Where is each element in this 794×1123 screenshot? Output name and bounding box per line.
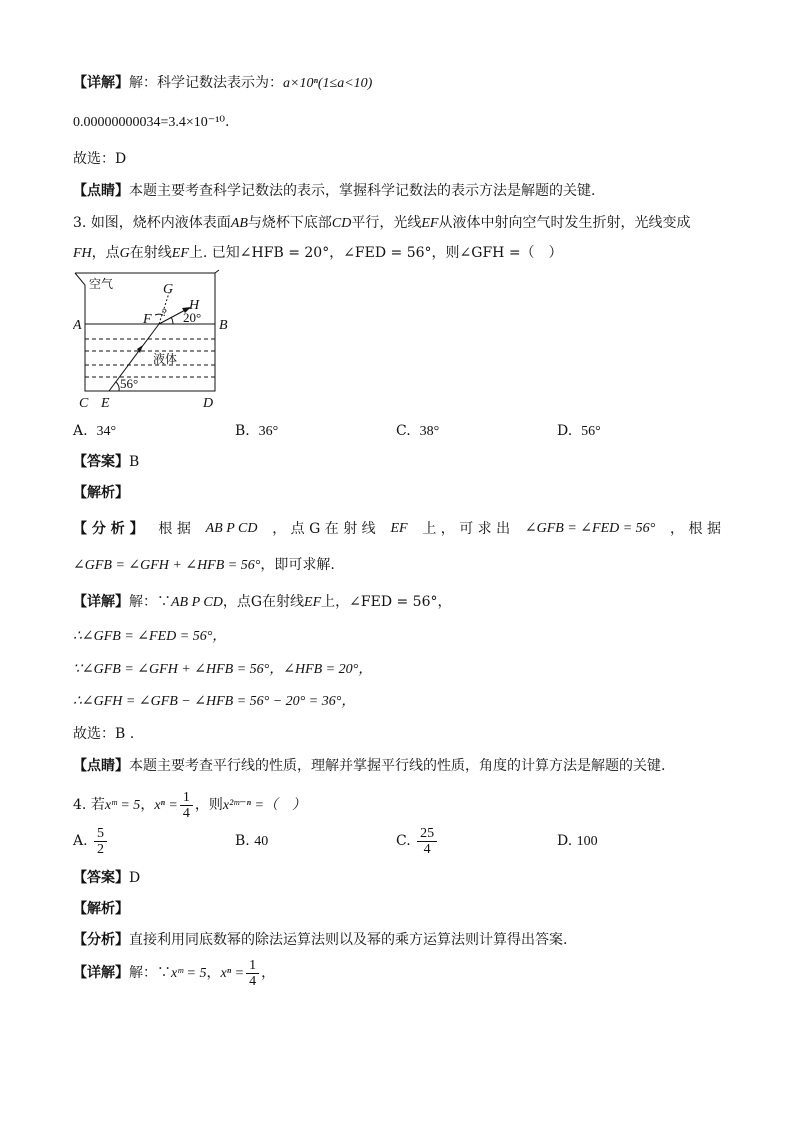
label-angle-56: 56° [120, 376, 139, 391]
q4-option-a[interactable] [73, 823, 109, 859]
q4-detail-line [73, 955, 275, 992]
analysis-text: 直接利用同底数幂的除法运算法则以及幂的乘方运算法则计算得出答案. [129, 932, 568, 948]
label-F: F [143, 312, 152, 327]
analysis-text: ， 根 据 [670, 521, 721, 537]
label-air: 空气 [89, 277, 114, 291]
option-value: 100 [576, 834, 598, 849]
option-fraction [94, 826, 107, 857]
q2-comment-line [73, 182, 595, 200]
option-label: C. [396, 833, 411, 849]
option-value: 56° [581, 424, 601, 439]
detail-text: 解：∵ [129, 965, 171, 981]
option-label: D. [557, 423, 573, 439]
beaker-rim [75, 270, 219, 273]
label-E: E [101, 396, 110, 411]
detail-tag: 【详解】 [73, 75, 129, 91]
label-D: D [203, 396, 214, 411]
option-label: A. [73, 423, 88, 439]
calc-right: 3.4×10⁻¹⁰ [168, 115, 226, 130]
fraction-numerator: 1 [180, 790, 193, 806]
q2-detail-line [73, 74, 372, 93]
q4-xm: xᵐ = 5 [104, 798, 141, 813]
q3-stem-AB: AB [230, 216, 248, 231]
label-A: A [73, 318, 82, 333]
q4-option-c[interactable] [396, 823, 439, 859]
q3-option-d[interactable] [557, 422, 601, 441]
q3-stem-EF: EF [421, 216, 439, 231]
q2-calc-line [73, 113, 229, 132]
q3-stem-text: 在射线 [129, 245, 172, 261]
q4-fraction [180, 790, 193, 821]
angle-56-arc [116, 382, 119, 391]
label-liquid: 液体 [153, 352, 178, 366]
q4-expr: x²ᵐ⁻ⁿ =（ ） [222, 798, 306, 813]
q4-stem-text: ，则 [194, 797, 223, 813]
detail-xn: xⁿ = [220, 966, 245, 981]
detail-parallel: AB P CD [171, 595, 223, 610]
fraction-numerator: 5 [94, 826, 107, 842]
comment-tag: 【点睛】 [73, 183, 129, 199]
q4-analysis-tag: 【解析】 [73, 901, 129, 917]
q3-option-a[interactable] [73, 422, 116, 441]
q3-stem-CD: CD [331, 216, 352, 231]
analysis-label: 【 分 析 】 [73, 521, 144, 537]
q3-stem-text: 与烧杯下底部 [247, 215, 332, 231]
analysis-EF: EF [390, 521, 408, 536]
label-B: B [219, 318, 228, 333]
label-C: C [79, 396, 89, 411]
q3-stem-G: G [119, 246, 130, 261]
answer-value: B [129, 454, 140, 470]
analysis-text: 根 据 [158, 521, 191, 537]
q4-analysis-line [73, 931, 567, 949]
q3-number: 3. [73, 215, 87, 231]
q3-option-b[interactable] [235, 422, 278, 441]
detail-xm: xᵐ = 5 [171, 966, 207, 981]
analysis-eq1: ∠GFB = ∠FED = 56° [524, 521, 656, 536]
fraction-denominator: 2 [97, 841, 105, 857]
detail-text: ， [206, 965, 221, 981]
detail-text: 解：∵ [129, 594, 171, 610]
option-value: 34° [96, 424, 117, 439]
fraction-denominator: 4 [423, 841, 431, 857]
analysis-text: ， 点 G 在 射 线 [272, 521, 376, 537]
q4-number: 4. [73, 797, 87, 813]
q4-stem-text: 若 [90, 797, 105, 813]
comment-text: 本题主要考查平行线的性质，理解并掌握平行线的性质，角度的计算方法是解题的关键. [129, 758, 666, 774]
q3-stem-text: 平行，光线 [351, 215, 422, 231]
analysis-parallel: AB P CD [205, 521, 258, 536]
q3-step3: ∴∠GFH = ∠GFB − ∠HFB = 56° − 20° = 36°， [73, 694, 356, 709]
q3-step2: ∵∠GFB = ∠GFH + ∠HFB = 56°，∠HFB = 20°， [73, 662, 373, 677]
q3-stem-text: ，点 [91, 245, 120, 261]
q3-stem-line2 [73, 244, 563, 263]
q3-answer-line [73, 453, 139, 471]
detail-text: 上，∠FED = 56°， [321, 594, 452, 610]
q2-answer-line: 故选：D [73, 151, 127, 167]
label-angle-20: 20° [183, 310, 202, 325]
q3-stem-text: 如图，烧杯内液体表面 [90, 215, 231, 231]
q4-stem-text: ， [140, 797, 155, 813]
sci-form: a×10ⁿ(1≤a<10) [283, 76, 373, 91]
q3-analysis-tag: 【解析】 [73, 485, 129, 501]
detail-text: 解：科学记数法表示为： [129, 75, 283, 91]
option-label: C. [396, 423, 411, 439]
fraction-numerator: 25 [417, 826, 437, 842]
detail-text: ， [261, 965, 276, 981]
comment-text: 本题主要考查科学记数法的表示，掌握科学记数法的表示方法是解题的关键. [129, 183, 596, 199]
q3-stem-EF: EF [171, 246, 189, 261]
option-value: 38° [419, 424, 440, 439]
q4-xn: xⁿ = [154, 798, 178, 813]
beaker-figure [73, 267, 233, 412]
detail-text: ，点G在射线 [222, 594, 305, 610]
option-label: D. [557, 833, 573, 849]
answer-tag: 【答案】 [73, 454, 129, 470]
q4-answer-line [73, 869, 140, 887]
q3-stem-text: 上. 已知∠HFB = 20°，∠FED = 56°，则∠GFH =（ ） [188, 245, 563, 261]
q4-stem [73, 787, 306, 824]
option-value: 36° [258, 424, 279, 439]
q3-stem-text: 从液体中射向空气时发生折射，光线变成 [438, 215, 691, 231]
q3-step1: ∴∠GFB = ∠FED = 56°， [73, 629, 227, 644]
q4-option-b[interactable] [235, 823, 268, 860]
option-label: A. [73, 833, 88, 849]
option-label: B. [235, 423, 250, 439]
q3-detail-line [73, 593, 452, 612]
analysis-eq2: ∠GFB = ∠GFH + ∠HFB = 56° [73, 558, 261, 573]
calc-left: 0.00000000034= [73, 115, 169, 130]
detail-tag: 【详解】 [73, 594, 129, 610]
q3-option-c[interactable] [396, 422, 439, 441]
q3-analysis-line2 [73, 556, 335, 575]
q3-choose: 故选：B . [73, 726, 135, 742]
fraction-numerator: 1 [246, 958, 259, 974]
detail-tag: 【详解】 [73, 965, 129, 981]
angle-20-arc [171, 317, 173, 324]
q4-option-d[interactable] [557, 823, 598, 860]
analysis-label: 【分析】 [73, 932, 129, 948]
label-question: ? [162, 307, 167, 319]
label-G: G [163, 282, 174, 297]
option-value: 40 [254, 834, 269, 849]
detail-EF: EF [304, 595, 322, 610]
q3-comment-line [73, 757, 665, 775]
label-H: H [189, 298, 200, 313]
fraction-denominator: 4 [249, 973, 257, 989]
option-fraction [417, 826, 437, 857]
option-label: B. [235, 833, 250, 849]
calc-end: . [225, 114, 230, 130]
q3-stem-FH: FH [73, 246, 92, 261]
answer-value: D [129, 870, 141, 886]
detail-fraction [246, 958, 259, 989]
fraction-denominator: 4 [182, 805, 190, 821]
analysis-text: 上 ， 可 求 出 [422, 521, 511, 537]
answer-tag: 【答案】 [73, 870, 129, 886]
comment-tag: 【点睛】 [73, 758, 129, 774]
q3-analysis-line1 [73, 520, 721, 538]
q3-stem-line1 [73, 214, 690, 233]
analysis-text: ，即可求解. [260, 557, 335, 573]
